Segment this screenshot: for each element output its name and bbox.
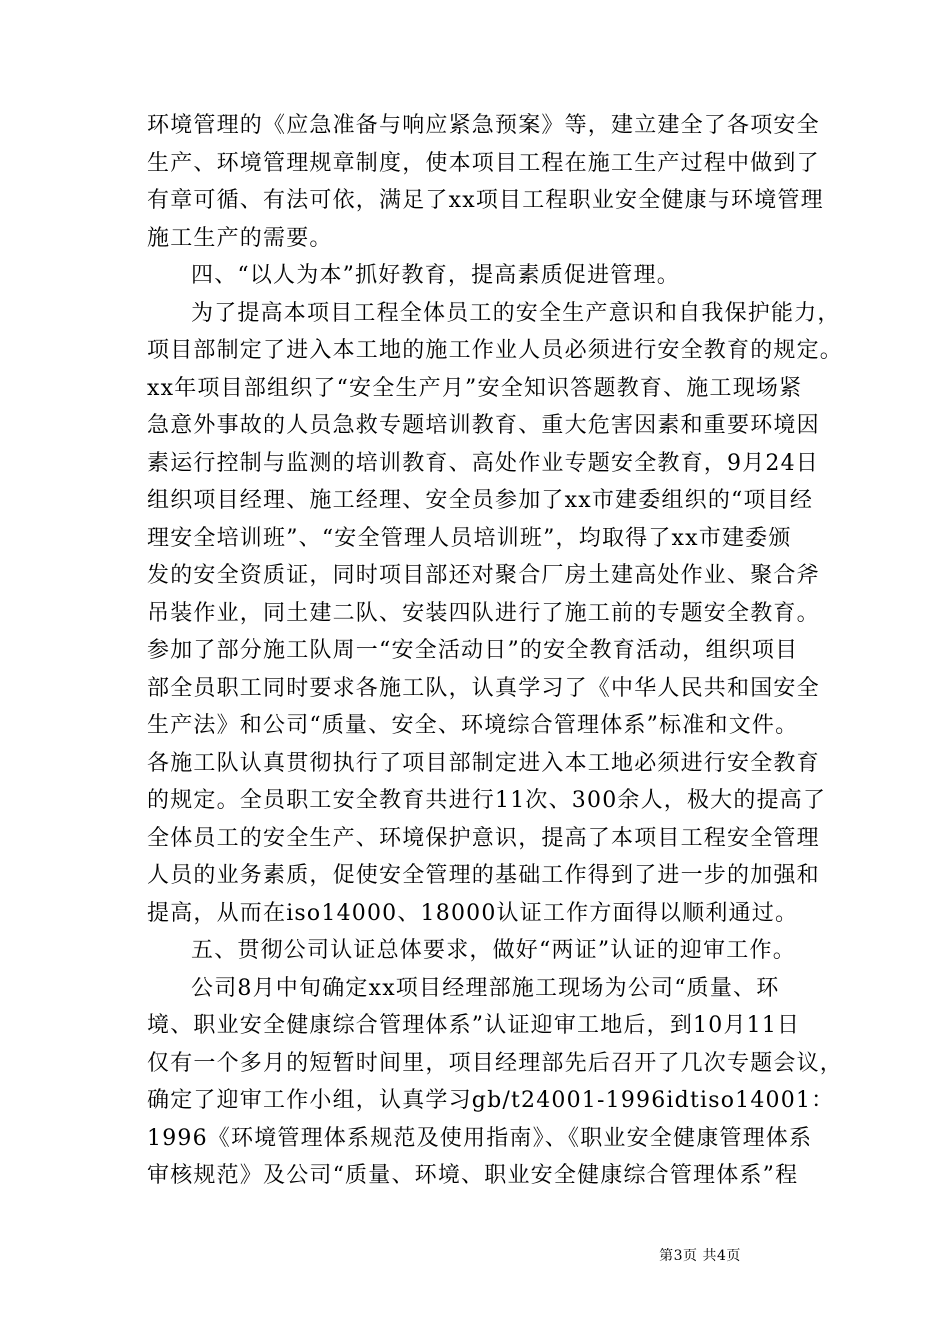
text-line: 项目部制定了进入本工地的施工作业人员必须进行安全教育的规定。 bbox=[147, 338, 844, 363]
text-line: 境、职业安全健康综合管理体系”认证迎审工地后，到10月11日 bbox=[147, 1013, 801, 1038]
text-line: 仅有一个多月的短暂时间里，项目经理部先后召开了几次专题会议， bbox=[147, 1050, 844, 1076]
text-line: 人员的业务素质，促使安全管理的基础工作得到了进一步的加强和 bbox=[147, 863, 820, 888]
document-body bbox=[147, 107, 844, 1195]
section-heading-4: 四、“以人为本”抓好教育，提高素质促进管理。 bbox=[191, 263, 680, 288]
text-line: 审核规范》及公司“质量、环境、职业安全健康综合管理体系”程 bbox=[147, 1163, 799, 1188]
text-line: 生产法》和公司“质量、安全、环境综合管理体系”标准和文件。 bbox=[147, 713, 799, 738]
text-line: 环境管理的《应急准备与响应紧急预案》等，建立建全了各项安全 bbox=[147, 113, 820, 138]
text-line: 有章可循、有法可依，满足了xx项目工程职业安全健康与环境管理 bbox=[147, 188, 824, 213]
text-line: 理安全培训班”、“安全管理人员培训班”，均取得了xx市建委颁 bbox=[147, 525, 792, 551]
text-line: 确定了迎审工作小组，认真学习gb/t24001-1996idtiso14001： bbox=[147, 1088, 835, 1113]
text-line: 全体员工的安全生产、环境保护意识，提高了本项目工程安全管理 bbox=[147, 825, 820, 851]
text-line: 为了提高本项目工程全体员工的安全生产意识和自我保护能力， bbox=[191, 300, 841, 326]
text-line: 提高，从而在iso14000、18000认证工作方面得以顺利通过。 bbox=[147, 900, 799, 926]
text-line: 公司8月中旬确定xx项目经理部施工现场为公司“质量、环 bbox=[191, 975, 780, 1001]
text-line: 吊装作业，同土建二队、安装四队进行了施工前的专题安全教育。 bbox=[147, 600, 820, 626]
text-line: 组织项目经理、施工经理、安全员参加了xx市建委组织的“项目经 bbox=[147, 488, 814, 513]
text-line: 部全员职工同时要求各施工队，认真学习了《中华人民共和国安全 bbox=[147, 675, 820, 701]
text-line: 1996《环境管理体系规范及使用指南》、《职业安全健康管理体系 bbox=[147, 1125, 813, 1151]
text-line: 发的安全资质证，同时项目部还对聚合厂房土建高处作业、聚合斧 bbox=[147, 563, 820, 588]
text-line: 生产、环境管理规章制度，使本项目工程在施工生产过程中做到了 bbox=[147, 150, 820, 176]
text-line: 各施工队认真贯彻执行了项目部制定进入本工地必须进行安全教育 bbox=[147, 750, 820, 776]
page-number: 第3页 共4页 bbox=[659, 1248, 741, 1264]
section-heading-5: 五、贯彻公司认证总体要求，做好“两证”认证的迎审工作。 bbox=[191, 938, 796, 963]
text-line: 素运行控制与监测的培训教育、高处作业专题安全教育，9月24日 bbox=[147, 450, 819, 476]
text-line: 的规定。全员职工安全教育共进行11次、300余人，极大的提高了 bbox=[147, 788, 827, 813]
text-line: xx年项目部组织了“安全生产月”安全知识答题教育、施工现场紧 bbox=[147, 375, 803, 401]
page-footer bbox=[0, 1245, 950, 1265]
text-line: 参加了部分施工队周一“安全活动日”的安全教育活动，组织项目 bbox=[147, 638, 799, 663]
text-line: 施工生产的需要。 bbox=[147, 225, 333, 251]
text-line: 急意外事故的人员急救专题培训教育、重大危害因素和重要环境因 bbox=[147, 413, 820, 438]
